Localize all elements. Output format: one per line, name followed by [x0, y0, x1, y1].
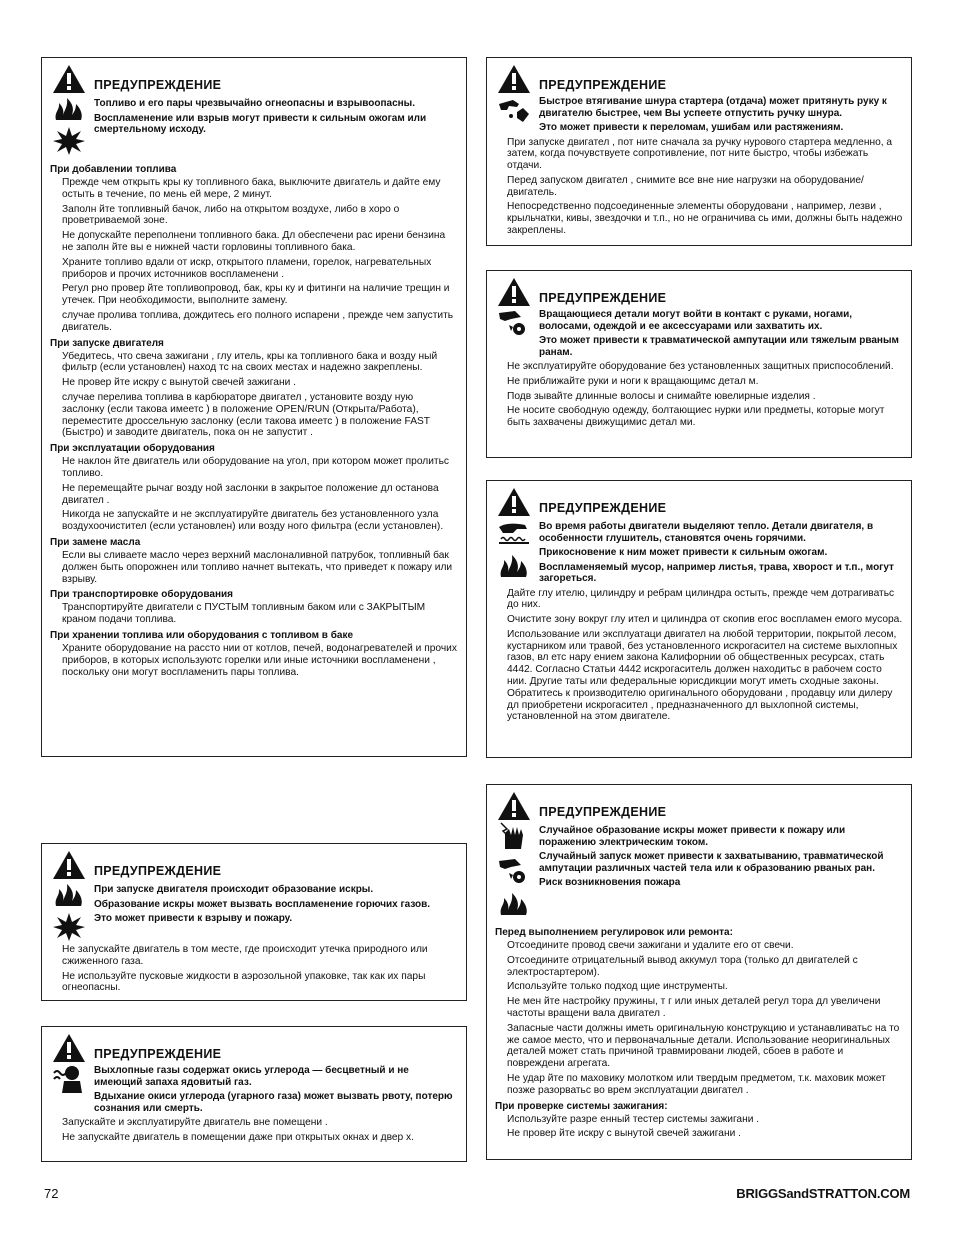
warning-text: Воспламенение или взрыв могут привести к сильным ожогам или смертельному исходу.: [94, 112, 427, 135]
warning-triangle-icon: [52, 850, 86, 880]
instruction-text: Запускайте и эксплуатируйте двигатель вне помещени .: [62, 1117, 328, 1128]
warning-triangle-icon: [497, 277, 531, 307]
warning-box-exhaust: [41, 1026, 467, 1162]
instruction-text: Дайте глу ителю, цилиндру и ребрам цилиндра остыть, прежде чем дотрагиватьс до них.: [507, 587, 895, 611]
instruction-text: Не допускайте переполнени топливного бака. Дл обеспечени рас ирени бензина не заполн йте вы е нижней части горловины топливного бака.: [62, 230, 446, 253]
instruction-text: При запуске двигател , пот ните сначала за ручку нурового стартера медленно, а затем, когда почувствуете сопротивление, пот ните быстро, чтобы избежать отдачи.: [507, 136, 893, 172]
instruction-text: Не удар йте по маховику молотком или твердым предметом, т.к. маховик может позже разорватьс во врем эксплуатации двигател .: [507, 1072, 886, 1096]
section-heading: Перед выполнением регулировок или ремонта:: [495, 927, 733, 938]
instruction-text: Запасные части должны иметь оригинальную конструкцию и устанавливатьс на то же самое место, что и первоначальные детали. Использование неоригинальных деталей может стать причиной травмировани людей, сбоев в работе и повреждени агрегата.: [507, 1022, 900, 1070]
rotating-parts-icon: [497, 307, 531, 337]
instruction-text: Не носите свободную одежду, болтающиес нурки или предметы, которые могут быть захвачены движущимис детал ми.: [507, 405, 885, 429]
warning-title: ПРЕДУПРЕЖДЕНИЕ: [94, 78, 222, 92]
instruction-text: Отсоедините отрицательный вывод аккумул тора (только дл двигателей с электростартером).: [507, 954, 858, 978]
toxic-fumes-icon: [52, 1063, 86, 1093]
explosion-icon: [52, 126, 86, 156]
instruction-text: Подв зывайте длинные волосы и снимайте ювелирные изделия .: [507, 390, 816, 402]
hot-surface-icon: [497, 517, 531, 547]
section-heading: При запуске двигателя: [50, 337, 164, 349]
fire-icon: [52, 94, 86, 122]
warning-title: ПРЕДУПРЕЖДЕНИЕ: [539, 78, 667, 92]
instruction-text: Не перемещайте рычаг возду ной заслонки в закрытое положение дл останова двигател .: [62, 482, 439, 506]
warning-text: Вдыхание окиси углерода (угарного газа) может вызвать рвоту, потерю сознания или смерть.: [94, 1091, 453, 1114]
warning-text: Это может привести к травматической ампутации или тяжелым рваным ранам.: [539, 335, 899, 358]
warning-text: Это может привести к взрыву и пожару.: [94, 913, 293, 924]
instruction-text: Использование или эксплуатаци двигател на любой территории, покрытой лесом, кустарником или травой, без установленного искрогасител на системе выхлопных газов, вл етс нару ением закона Калифорнии об общественных ресурсах, стать 4442. Согласно Статьи 4442 искрогаситель должен находитьс в рабочем состо нии. Другие таты или федеральные юрисдикции могут иметь сходные законы. Обратитесь к производителю оригинального оборудовани , продавцу или дилеру дл приобретени искрогасител , предназначенного дл выхлопной системы, установленной на этом двигателе.: [507, 628, 898, 723]
warning-box-spark: [41, 843, 467, 1001]
instruction-text: Храните топливо вдали от искр, открытого пламени, горелок, нагревательных приборов и прочих источников воспламенени .: [62, 256, 432, 280]
instruction-text: Не используйте пусковые жидкости в аэрозольной упаковке, так как их пары огнеопасны.: [62, 970, 426, 994]
instruction-text: Не эксплуатируйте оборудование без установленных защитных приспособлений.: [507, 361, 894, 372]
instruction-text: случае пролива топлива, дождитесь его полного испарени , прежде чем запустить двигатель.: [62, 309, 454, 333]
warning-text: Это может привести к переломам, ушибам или растяжениям.: [539, 122, 844, 133]
instruction-text: Не наклон йте двигатель или оборудование на угол, при котором может пролитьс топливо.: [62, 456, 449, 479]
instruction-text: Если вы сливаете масло через верхний маслоналивной патрубок, топливный бак должен быть опорожнен или топливо начнет вытекать, что приведет к пожару или взрыву.: [62, 549, 453, 585]
fire-icon: [52, 880, 86, 908]
instruction-text: Регул рно провер йте топливопровод, бак, кры ку и фитинги на наличие трещин и утечек. При необходимости, выполните замену.: [62, 283, 450, 307]
warning-text: Вращающиеся детали могут войти в контакт с руками, ногами, волосами, одеждой и ее аксессуарами или захватить их.: [539, 309, 853, 332]
instruction-text: Заполн йте топливный бачок, либо на открытом воздухе, либо в хоро о проветриваемой зоне.: [62, 203, 400, 227]
section-heading: При проверке системы зажигания:: [495, 1100, 668, 1112]
rotating-parts-icon: [497, 855, 531, 885]
warning-text: Воспламеняемый мусор, например листья, трава, хворост и т.п., могут загореться.: [539, 561, 894, 584]
instruction-text: Никогда не запускайте и не эксплуатируйте двигатель без установленного узла воздухоочистител (если установлен) или возду ного фильтра (если установлен).: [62, 509, 444, 533]
warning-title: ПРЕДУПРЕЖДЕНИЕ: [539, 805, 667, 819]
fire-icon: [497, 889, 531, 917]
instruction-text: Храните оборудование на рассто нии от котлов, печей, водонагревателей и прочих приборов, в которых используютс горелки или иные источники воспламенени , поскольку они могут воспламенить пары топлива.: [62, 642, 457, 678]
instruction-text: Не запускайте двигатель в помещении даже при открытых окнах и двер х.: [62, 1131, 414, 1143]
warning-text: Риск возникновения пожара: [539, 877, 681, 888]
kickback-hand-icon: [497, 94, 531, 124]
instruction-text: Непосредственно подсоединенные элементы оборудовани , например, лезви , крыльчатки, кивы, звездочки и т.п., но не ограничива сь ими, должны быть надежно закреплены.: [507, 201, 903, 237]
warning-title: ПРЕДУПРЕЖДЕНИЕ: [539, 291, 667, 305]
instruction-text: Транспортируйте двигатели с ПУСТЫМ топливным баком или с ЗАКРЫТЫМ краном подачи топлива.: [62, 602, 426, 626]
explosion-icon: [52, 912, 86, 942]
warning-text: Прикосновение к ним может привести к сильным ожогам.: [539, 547, 828, 558]
warning-text: Случайное образование искры может привести к пожару или поражению электрическим током.: [539, 825, 846, 848]
section-heading: При добавлении топлива: [50, 164, 177, 175]
warning-box-fuel: [41, 57, 467, 757]
section-heading: При транспортировке оборудования: [50, 589, 234, 601]
section-heading: При хранении топлива или оборудования с топливом в баке: [50, 629, 354, 641]
page-number: 72: [44, 1186, 59, 1201]
warning-text: Образование искры может вызвать воспламенение горючих газов.: [94, 898, 431, 910]
instruction-text: Очистите зону вокруг глу ител и цилиндра от скопив егос воспламен емого мусора.: [507, 614, 903, 626]
warning-triangle-icon: [497, 487, 531, 517]
instruction-text: Перед запуском двигател , снимите все вне ние нагрузки на оборудование/двигатель.: [507, 174, 864, 198]
warning-triangle-icon: [497, 791, 531, 821]
warning-text: Выхлопные газы содержат окись углерода — бесцветный и не имеющий запаха ядовитый газ.: [94, 1065, 409, 1088]
section-heading: При эксплуатации оборудования: [50, 443, 215, 455]
instruction-text: Отсоедините провод свечи зажигани и удалите его от свечи.: [507, 940, 794, 951]
warning-triangle-icon: [52, 1033, 86, 1063]
warning-text: Случайный запуск может привести к захватыванию, травматической ампутации различных частей тела или к образованию рваных ран.: [539, 851, 884, 874]
instruction-text: Не провер йте искру с вынутой свечей зажигани .: [62, 377, 296, 389]
instruction-text: Не мен йте настройку пружины, т г или иных деталей регул тора дл увеличени частоты вращени вала двигател .: [507, 996, 881, 1019]
instruction-text: Не провер йте искру с вынутой свечей зажигани .: [507, 1128, 741, 1140]
instruction-text: Прежде чем открыть кры ку топливного бака, выключите двигатель и дайте ему остыть в течение, по мень ей мере, 2 минут.: [62, 177, 441, 200]
warning-box-maintenance: [486, 784, 912, 1160]
warning-text: Во время работы двигатели выделяют тепло. Детали двигателя, в особенности глушитель, становятся очень горячими.: [539, 521, 874, 544]
instruction-text: Не запускайте двигатель в том месте, где происходит утечка природного или сжиженного газа.: [62, 944, 428, 967]
instruction-text: Не приближайте руки и ноги к вращающимс детал м.: [507, 375, 759, 387]
section-heading: При замене масла: [50, 536, 141, 548]
warning-text: Топливо и его пары чрезвычайно огнеопасны и взрывоопасны.: [94, 98, 415, 109]
warning-text: При запуске двигателя происходит образование искры.: [94, 884, 374, 895]
instruction-text: случае перелива топлива в карбюраторе двигател , установите возду ную заслонку (если такова имеетс ) в положение OPEN/RUN (Открыта/Работа), переместите дроссельную заслонку (если такова имеетс ) в положение FAST (Быстро) и заводите двигатель, пока он не запустит .: [62, 391, 430, 439]
warning-title: ПРЕДУПРЕЖДЕНИЕ: [94, 1047, 222, 1061]
fire-icon: [497, 551, 531, 579]
electric-shock-icon: [497, 821, 531, 851]
warning-box-heat: [486, 480, 912, 758]
warning-title: ПРЕДУПРЕЖДЕНИЕ: [539, 501, 667, 515]
instruction-text: Используйте разре енный тестер системы зажигани .: [507, 1113, 760, 1125]
warning-box-rotating-parts: [486, 270, 912, 458]
instruction-text: Используйте только подход щие инструменты.: [507, 981, 728, 993]
brand-url: BRIGGSandSTRATTON.COM: [736, 1186, 910, 1201]
warning-box-kickback: [486, 57, 912, 246]
warning-text: Быстрое втягивание шнура стартера (отдача) может притянуть руку к двигателю быстрее, чем Вы успеете отпустить ручку шнура.: [539, 96, 887, 119]
instruction-text: Убедитесь, что свеча зажигани , глу итель, кры ка топливного бака и возду ный фильтр (если установлен) наход тс на своих местах и надежно закреплены.: [62, 350, 438, 374]
warning-triangle-icon: [52, 64, 86, 94]
warning-title: ПРЕДУПРЕЖДЕНИЕ: [94, 864, 222, 878]
warning-triangle-icon: [497, 64, 531, 94]
